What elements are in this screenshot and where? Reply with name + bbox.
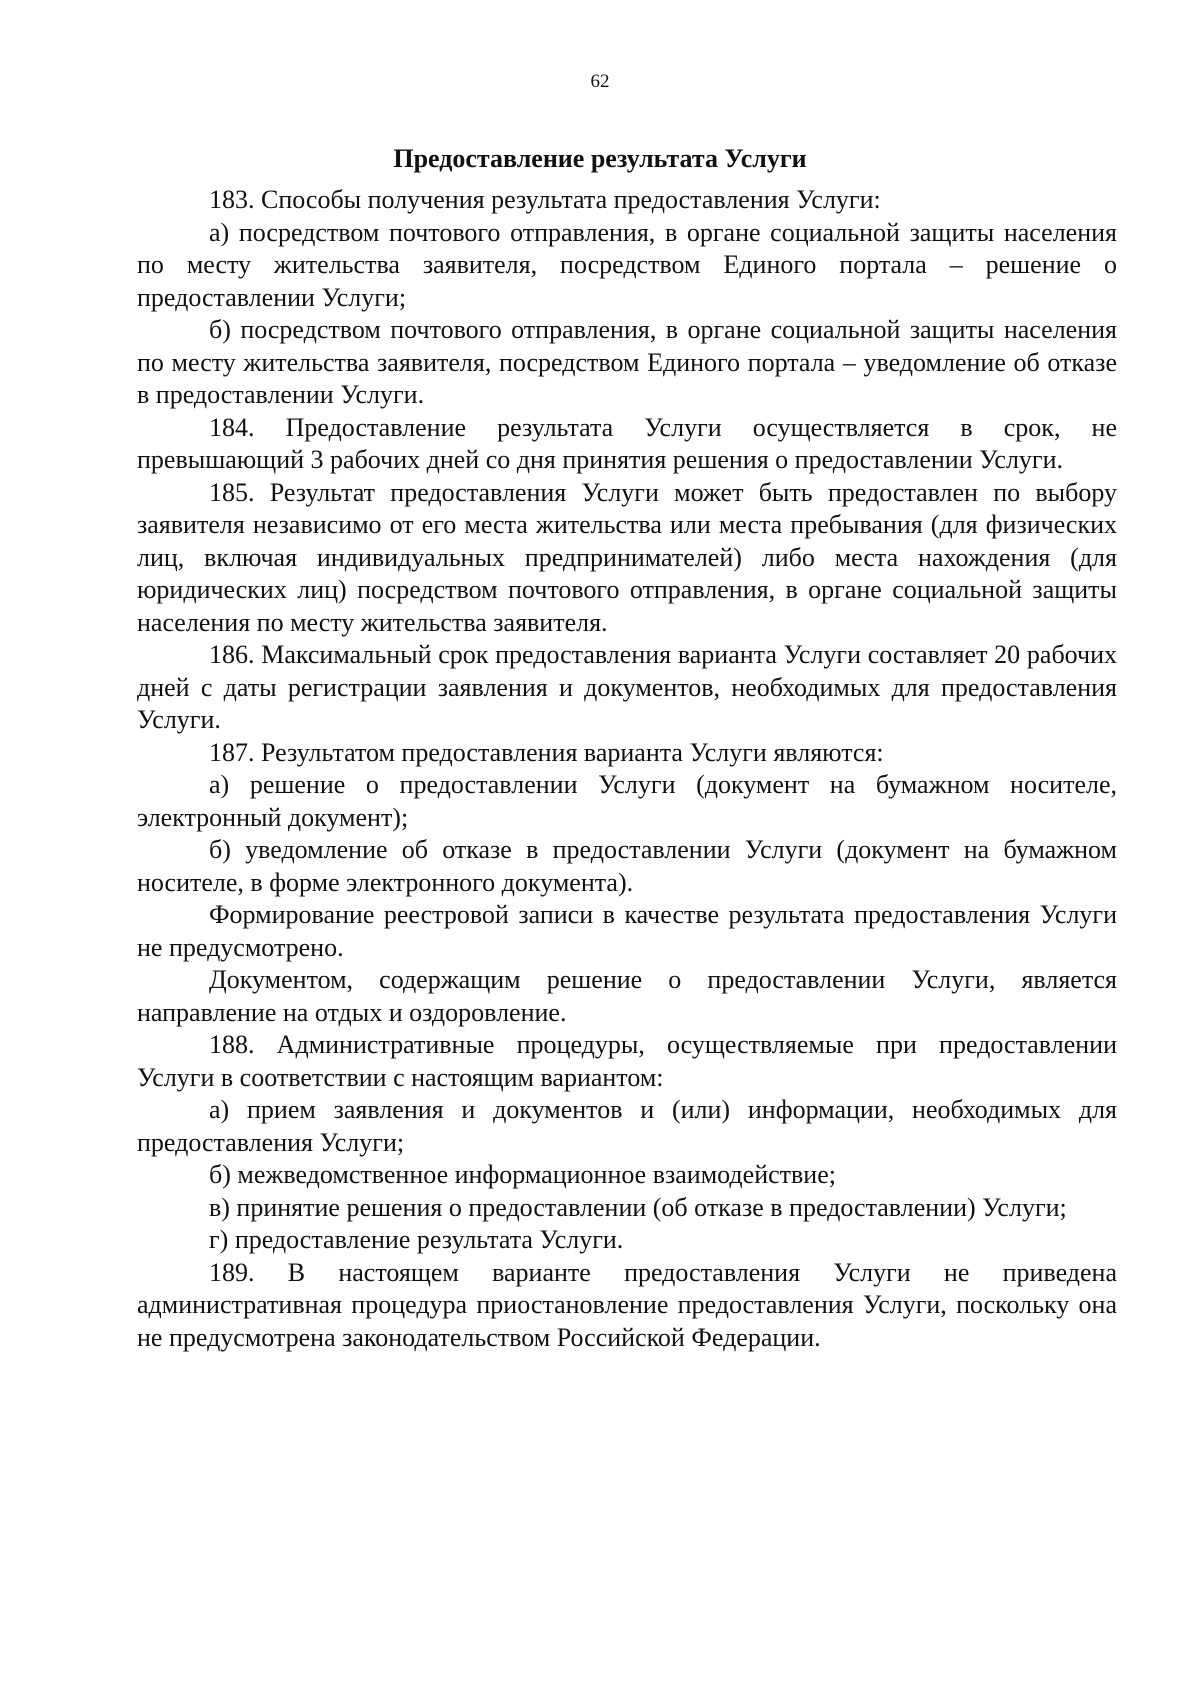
paragraph-183-b: б) посредством почтового отправления, в органе социальной защиты населения по месту жительства заявителя, посредством Единого портала – уведомление об отказе в предоставлении Услуги. [137, 315, 1117, 409]
paragraph-184: 184. Предоставление результата Услуги осуществляется в срок, не превышающий 3 рабочих дней со дня принятия решения о предоставлении Услуги. [137, 412, 1117, 474]
paragraph-188-b: б) межведомственное информационное взаимодействие; [209, 1160, 836, 1189]
paragraph-187-b: б) уведомление об отказе в предоставлении Услуги (документ на бумажном носителе, в форме электронного документа). [137, 835, 1117, 897]
paragraph-183: 183. Способы получения результата предоставления Услуги: [209, 185, 881, 214]
paragraph-result-document: Документом, содержащим решение о предоставлении Услуги, является направление на отдых и оздоровление. [137, 965, 1117, 1027]
paragraph-188-g: г) предоставление результата Услуги. [209, 1225, 624, 1254]
paragraph-185: 185. Результат предоставления Услуги может быть предоставлен по выбору заявителя независимо от его места жительства или места пребывания (для физических лиц, включая индивидуальных предпринимателей) либо места нахождения (для юридических лиц) посредством почтового отправления, в органе социальной защиты населения по месту жительства заявителя. [137, 477, 1117, 637]
paragraph-188-v: в) принятие решения о предоставлении (об отказе в предоставлении) Услуги; [209, 1192, 1067, 1222]
paragraph-186: 186. Максимальный срок предоставления варианта Услуги составляет 20 рабочих дней с даты регистрации заявления и документов, необходимых для предоставления Услуги. [137, 640, 1117, 734]
paragraph-188: 188. Административные процедуры, осуществляемые при предоставлении Услуги в соответствии с настоящим вариантом: [137, 1030, 1117, 1092]
paragraph-187-a: а) решение о предоставлении Услуги (документ на бумажном носителе, электронный документ); [137, 770, 1117, 832]
paragraph-188-a: а) прием заявления и документов и (или) информации, необходимых для предоставления Услуги; [137, 1095, 1117, 1157]
paragraph-183-a: а) посредством почтового отправления, в органе социальной защиты населения по месту жительства заявителя, посредством Единого портала – решение о предоставлении Услуги; [137, 217, 1117, 312]
section-title: Предоставление результата Услуги [393, 144, 807, 173]
paragraph-189: 189. В настоящем варианте предоставления Услуги не приведена административная процедура приостановление предоставления Услуги, поскольку она не предусмотрена законодательством Российской Федерации. [137, 1257, 1117, 1352]
page-number: 62 [590, 71, 610, 92]
paragraph-187: 187. Результатом предоставления варианта Услуги являются: [209, 737, 884, 767]
document-body [137, 184, 1117, 1354]
paragraph-registry-record: Формирование реестровой записи в качестве результата предоставления Услуги не предусмотрено. [137, 900, 1117, 962]
